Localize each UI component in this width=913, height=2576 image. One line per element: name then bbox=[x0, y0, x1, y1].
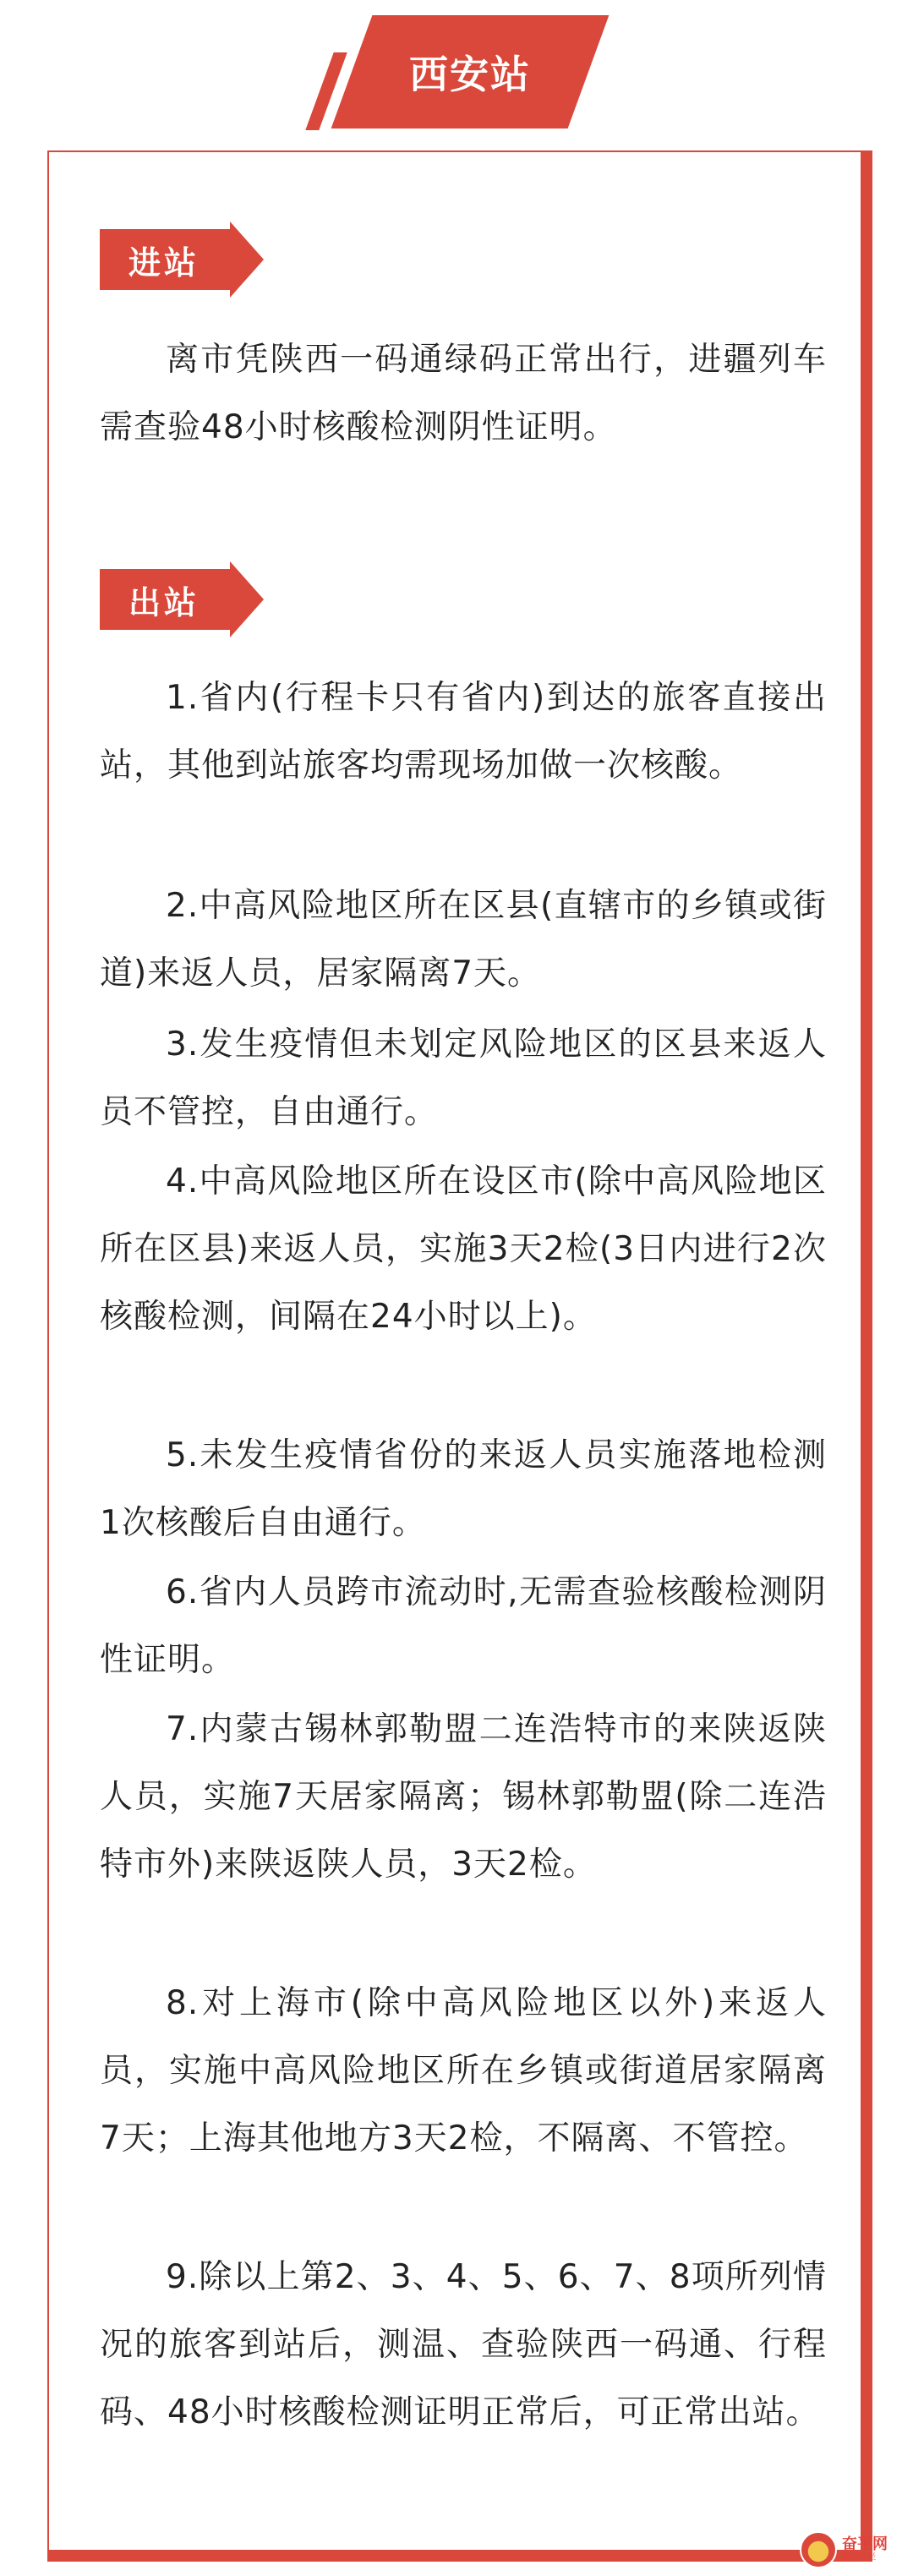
section-tag-entry bbox=[100, 222, 264, 298]
watermark-text-group bbox=[842, 2537, 888, 2562]
page-title: 西安站 bbox=[409, 52, 531, 97]
exit-rule-3: 3.发生疫情但未划定风险地区的区县来返人员不管控，自由通行。 bbox=[100, 1025, 827, 1131]
site-watermark bbox=[800, 2531, 888, 2568]
arrow-right-icon bbox=[230, 222, 264, 298]
exit-rule-5: 5.未发生疫情省份的来返人员实施落地检测1次核酸后自由通行。 bbox=[100, 1436, 827, 1542]
exit-rule-6: 6.省内人员跨市流动时,无需查验核酸检测阴性证明。 bbox=[100, 1573, 827, 1679]
exit-rule-8: 8.对上海市(除中高风险地区以外)来返人员，实施中高风险地区所在乡镇或街道居家隔离7天；上海其他地方3天2检，不隔离、不管控。 bbox=[100, 1984, 827, 2158]
section-tag-exit bbox=[100, 561, 264, 637]
entry-paragraph: 离市凭陕西一码通绿码正常出行，进疆列车需查验48小时核酸检测阴性证明。 bbox=[100, 341, 827, 446]
watermark-text: 奋平网 bbox=[842, 2535, 888, 2553]
content-card bbox=[47, 150, 862, 2551]
arrow-right-icon bbox=[230, 561, 264, 637]
card-border-accent-bottom bbox=[47, 2551, 872, 2562]
exit-rule-1: 1.省内(行程卡只有省内)到达的旅客直接出站，其他到站旅客均需现场加做一次核酸。 bbox=[100, 679, 827, 785]
watermark-subtext: 旅游专栏 bbox=[842, 2553, 876, 2562]
header bbox=[0, 0, 913, 135]
site-logo-icon bbox=[800, 2531, 837, 2568]
section-tag-entry-label: 进站 bbox=[100, 229, 230, 290]
exit-rule-4: 4.中高风险地区所在设区市(除中高风险地区所在区县)来返人员，实施3天2检(3日内进行2次核酸检测，间隔在24小时以上)。 bbox=[100, 1162, 827, 1336]
section-tag-exit-label: 出站 bbox=[100, 569, 230, 630]
exit-rule-7: 7.内蒙古锡林郭勒盟二连浩特市的来陕返陕人员，实施7天居家隔离；锡林郭勒盟(除二连浩特市外)来陕返陕人员，3天2检。 bbox=[100, 1710, 827, 1884]
card-border-accent-right bbox=[862, 150, 872, 2562]
exit-rule-9: 9.除以上第2、3、4、5、6、7、8项所列情况的旅客到站后，测温、查验陕西一码通、行程码、48小时核酸检测证明正常后，可正常出站。 bbox=[100, 2258, 827, 2431]
exit-rule-2: 2.中高风险地区所在区县(直辖市的乡镇或街道)来返人员，居家隔离7天。 bbox=[100, 887, 827, 993]
